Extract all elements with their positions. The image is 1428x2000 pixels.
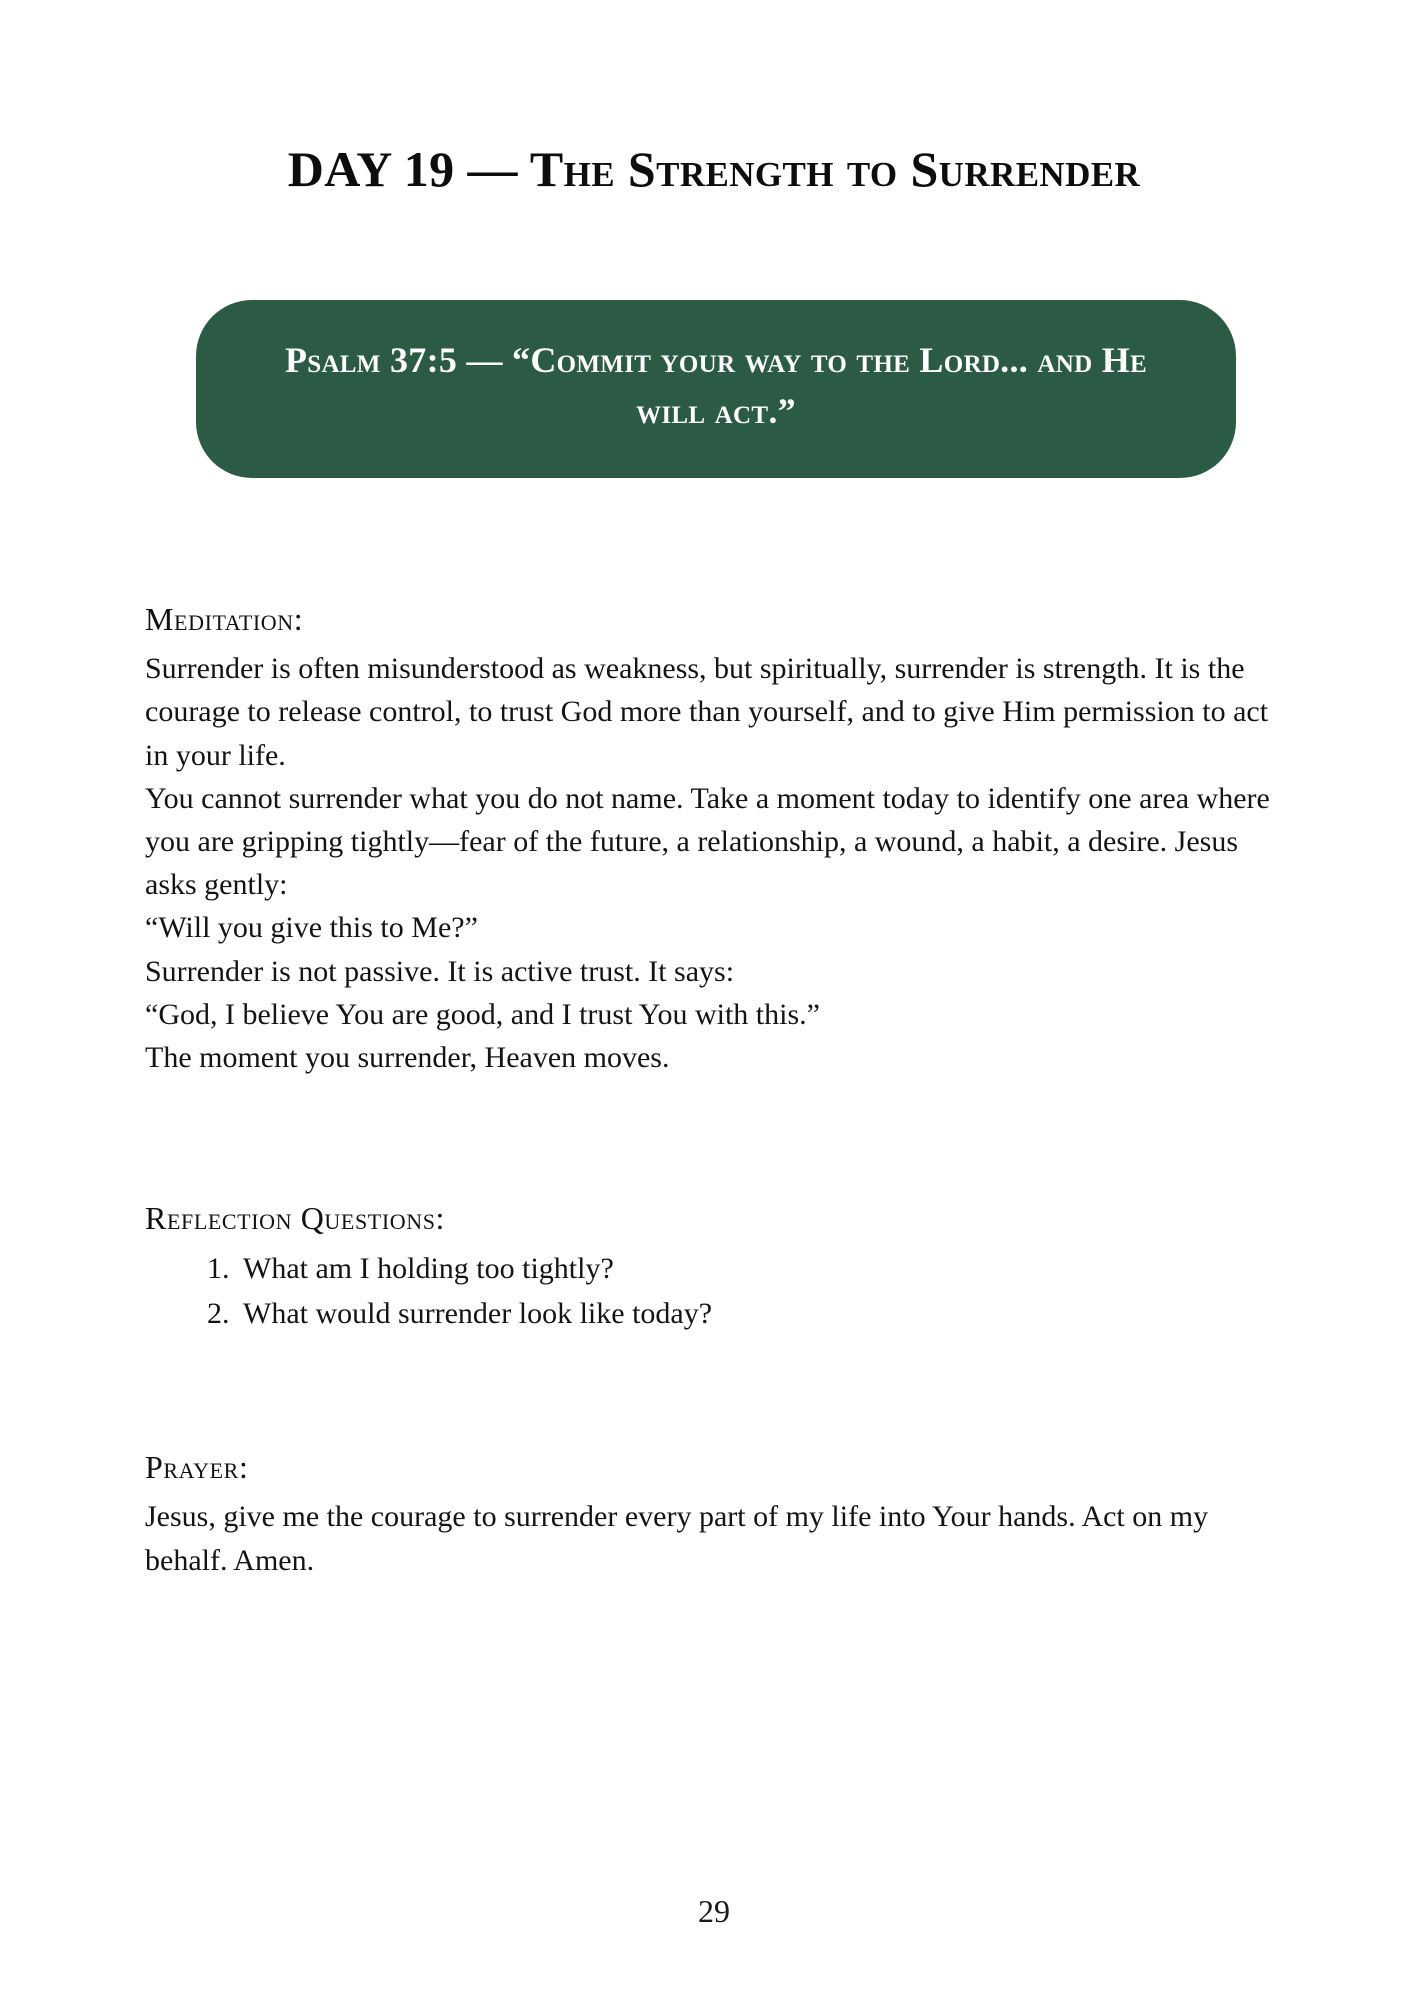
meditation-paragraph-3: “Will you give this to Me?”	[145, 911, 478, 945]
page-title: DAY 19 — The Strength to Surrender	[287, 140, 1141, 197]
list-item: 2. What would surrender look like today?	[237, 1291, 1285, 1336]
reflection-question-list	[145, 1246, 1285, 1336]
verse-text: Psalm 37:5 — “Commit your way to the Lord... and He will act.”	[284, 339, 1148, 431]
list-item: 1. What am I holding too tightly?	[237, 1246, 1285, 1291]
meditation-paragraph-6: The moment you surrender, Heaven moves.	[145, 1040, 670, 1074]
meditation-section	[145, 598, 1285, 1079]
content-column	[145, 598, 1285, 1582]
prayer-section	[145, 1446, 1285, 1582]
reflection-section	[145, 1197, 1285, 1336]
meditation-paragraph-2: You cannot surrender what you do not name. Take a moment today to identify one area where you are gripping tightly—fear of the future, a relationship, a wound, a habit, a desire. Jesus asks gently:	[145, 781, 1270, 902]
section-spacer-1	[145, 1079, 1285, 1197]
meditation-paragraph-1: Surrender is often misunderstood as weakness, but spiritually, surrender is strength. It is the courage to release control, to trust God more than yourself, and to give Him permission to act in your life.	[145, 652, 1269, 772]
meditation-heading: Meditation:	[145, 601, 304, 637]
prayer-paragraph: Jesus, give me the courage to surrender every part of my life into Your hands. Act on my behalf. Amen.	[145, 1500, 1209, 1577]
verse-callout-box	[196, 300, 1236, 478]
meditation-paragraph-4: Surrender is not passive. It is active trust. It says:	[145, 954, 735, 988]
page-number: 29	[698, 1893, 730, 1929]
section-spacer-2	[145, 1336, 1285, 1446]
reflection-heading: Reflection Questions:	[145, 1200, 446, 1237]
meditation-paragraph-5: “God, I believe You are good, and I trust You with this.”	[145, 997, 820, 1031]
prayer-heading: Prayer:	[145, 1449, 249, 1486]
